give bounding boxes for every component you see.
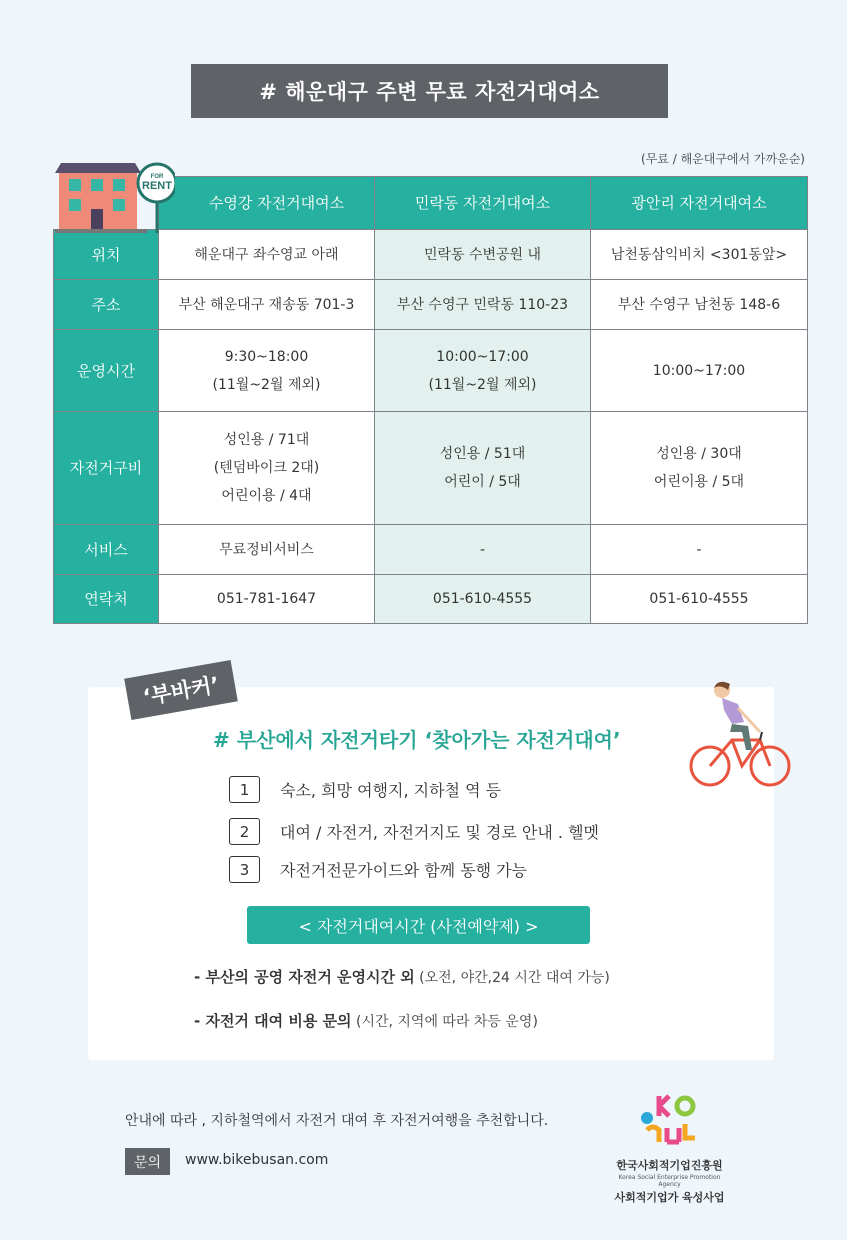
table-cell bbox=[591, 280, 808, 330]
bubaker-tag: ‘부바커’ bbox=[124, 660, 238, 720]
table-row bbox=[54, 525, 808, 575]
cell-line: - bbox=[696, 541, 702, 558]
cell-line: 해운대구 좌수영교 아래 bbox=[194, 246, 339, 263]
table-cell bbox=[159, 280, 375, 330]
sign-for: FOR bbox=[150, 174, 164, 180]
info-bullet bbox=[194, 966, 610, 987]
cell-line: 어린이 / 5대 bbox=[444, 474, 521, 490]
row-header: 서비스 bbox=[54, 525, 159, 575]
page-title: # 해운대구 주변 무료 자전거대여소 bbox=[191, 64, 668, 118]
list-text: 대여 / 자전거, 자전거지도 및 경로 안내 . 헬멧 bbox=[280, 823, 600, 842]
table-cell bbox=[159, 230, 375, 280]
table-row bbox=[54, 230, 808, 280]
list-number: 1 bbox=[229, 776, 260, 803]
col-header-millak: 민락동 자전거대여소 bbox=[375, 177, 591, 230]
info-bullet bbox=[194, 1010, 538, 1031]
cell-line: 무료정비서비스 bbox=[219, 541, 314, 558]
table-cell bbox=[375, 575, 591, 624]
table-row bbox=[54, 575, 808, 624]
table-cell bbox=[159, 525, 375, 575]
col-header-gwangalli: 광안리 자전거대여소 bbox=[591, 177, 808, 230]
agency-tagline: 사회적기업가 육성사업 bbox=[614, 1191, 725, 1204]
agency-name-en: Korea Social Enterprise Promotion Agency bbox=[618, 1174, 721, 1188]
cell-line: 10:00~17:00 bbox=[652, 362, 746, 379]
table-cell bbox=[375, 525, 591, 575]
row-header: 운영시간 bbox=[54, 330, 159, 412]
cell-line: 051-610-4555 bbox=[432, 591, 533, 607]
row-header: 자전거구비 bbox=[54, 412, 159, 525]
cell-line: 성인용 / 51대 bbox=[439, 446, 526, 462]
table-cell bbox=[159, 575, 375, 624]
list-item bbox=[229, 776, 501, 803]
table-cell bbox=[159, 330, 375, 412]
table-cell bbox=[159, 412, 375, 525]
cell-line: 9:30~18:00 bbox=[224, 348, 309, 365]
cell-line: (11월~2월 제외) bbox=[212, 376, 321, 393]
cell-line: (11월~2월 제외) bbox=[428, 376, 537, 393]
cell-line: 051-781-1647 bbox=[216, 591, 317, 607]
list-number: 2 bbox=[229, 818, 260, 845]
table-cell bbox=[591, 575, 808, 624]
bullet-bold: - 부산의 공영 자전거 운영시간 외 bbox=[194, 968, 415, 986]
table-cell bbox=[591, 330, 808, 412]
cell-line: 부산 수영구 민락동 110-23 bbox=[396, 296, 569, 313]
table-cell bbox=[591, 525, 808, 575]
table-cell bbox=[375, 330, 591, 412]
rental-table bbox=[53, 176, 808, 624]
cell-line: 부산 수영구 남천동 148-6 bbox=[617, 296, 781, 313]
table-cell bbox=[375, 280, 591, 330]
cell-line: 남천동삼익비치 <301동앞> bbox=[610, 246, 788, 263]
agency-name bbox=[607, 1157, 732, 1205]
table-row bbox=[54, 330, 808, 412]
table-note: (무료 / 해운대구에서 가까운순) bbox=[641, 152, 805, 166]
table-row bbox=[54, 280, 808, 330]
table-cell bbox=[375, 230, 591, 280]
table-cell bbox=[375, 412, 591, 525]
cell-line: 성인용 / 30대 bbox=[656, 446, 742, 462]
cell-line: 어린이용 / 5대 bbox=[653, 474, 745, 490]
list-text: 자전거전문가이드와 함께 동행 가능 bbox=[280, 861, 528, 880]
agency-name-ko: 한국사회적기업진흥원 bbox=[616, 1159, 723, 1172]
col-header-suyeong: 수영강 자전거대여소 bbox=[159, 177, 375, 230]
row-header: 위치 bbox=[54, 230, 159, 280]
cell-line: - bbox=[479, 541, 486, 558]
list-number: 3 bbox=[229, 856, 260, 883]
cell-line: 어린이용 / 4대 bbox=[221, 488, 312, 504]
inquiry-label: 문의 bbox=[125, 1148, 170, 1175]
bullet-sub: (시간, 지역에 따라 차등 운영) bbox=[351, 1014, 538, 1030]
cell-line: 051-610-4555 bbox=[649, 591, 749, 607]
sign-rent: RENT bbox=[142, 180, 172, 192]
table-cell bbox=[591, 412, 808, 525]
table-cell bbox=[591, 230, 808, 280]
cell-line: 성인용 / 71대 bbox=[223, 432, 310, 448]
rent-building-icon bbox=[55, 157, 175, 233]
cell-line: 민락동 수변공원 내 bbox=[423, 246, 542, 263]
cell-line: (텐덤바이크 2대) bbox=[213, 460, 320, 476]
cyclist-icon bbox=[688, 678, 794, 790]
rental-hours-pill: < 자전거대여시간 (사전예약제) > bbox=[247, 906, 590, 944]
table-row bbox=[54, 412, 808, 525]
row-header: 연락처 bbox=[54, 575, 159, 624]
footer-text: 안내에 따라 , 지하철역에서 자전거 대여 후 자전거여행을 추천합니다. bbox=[125, 1113, 549, 1129]
list-item bbox=[229, 818, 599, 845]
row-header: 주소 bbox=[54, 280, 159, 330]
agency-logo-icon bbox=[633, 1088, 703, 1148]
bullet-sub: (오전, 야간,24 시간 대여 가능) bbox=[414, 970, 610, 986]
list-text: 숙소, 희망 여행지, 지하철 역 등 bbox=[280, 781, 502, 800]
inquiry-url[interactable]: www.bikebusan.com bbox=[185, 1152, 329, 1168]
cell-line: 부산 해운대구 재송동 701-3 bbox=[178, 296, 355, 313]
card-title: # 부산에서 자전거타기 ‘찾아가는 자전거대여’ bbox=[213, 728, 621, 752]
list-item bbox=[229, 856, 527, 883]
bullet-bold: - 자전거 대여 비용 문의 bbox=[194, 1012, 352, 1030]
cell-line: 10:00~17:00 bbox=[436, 348, 529, 365]
